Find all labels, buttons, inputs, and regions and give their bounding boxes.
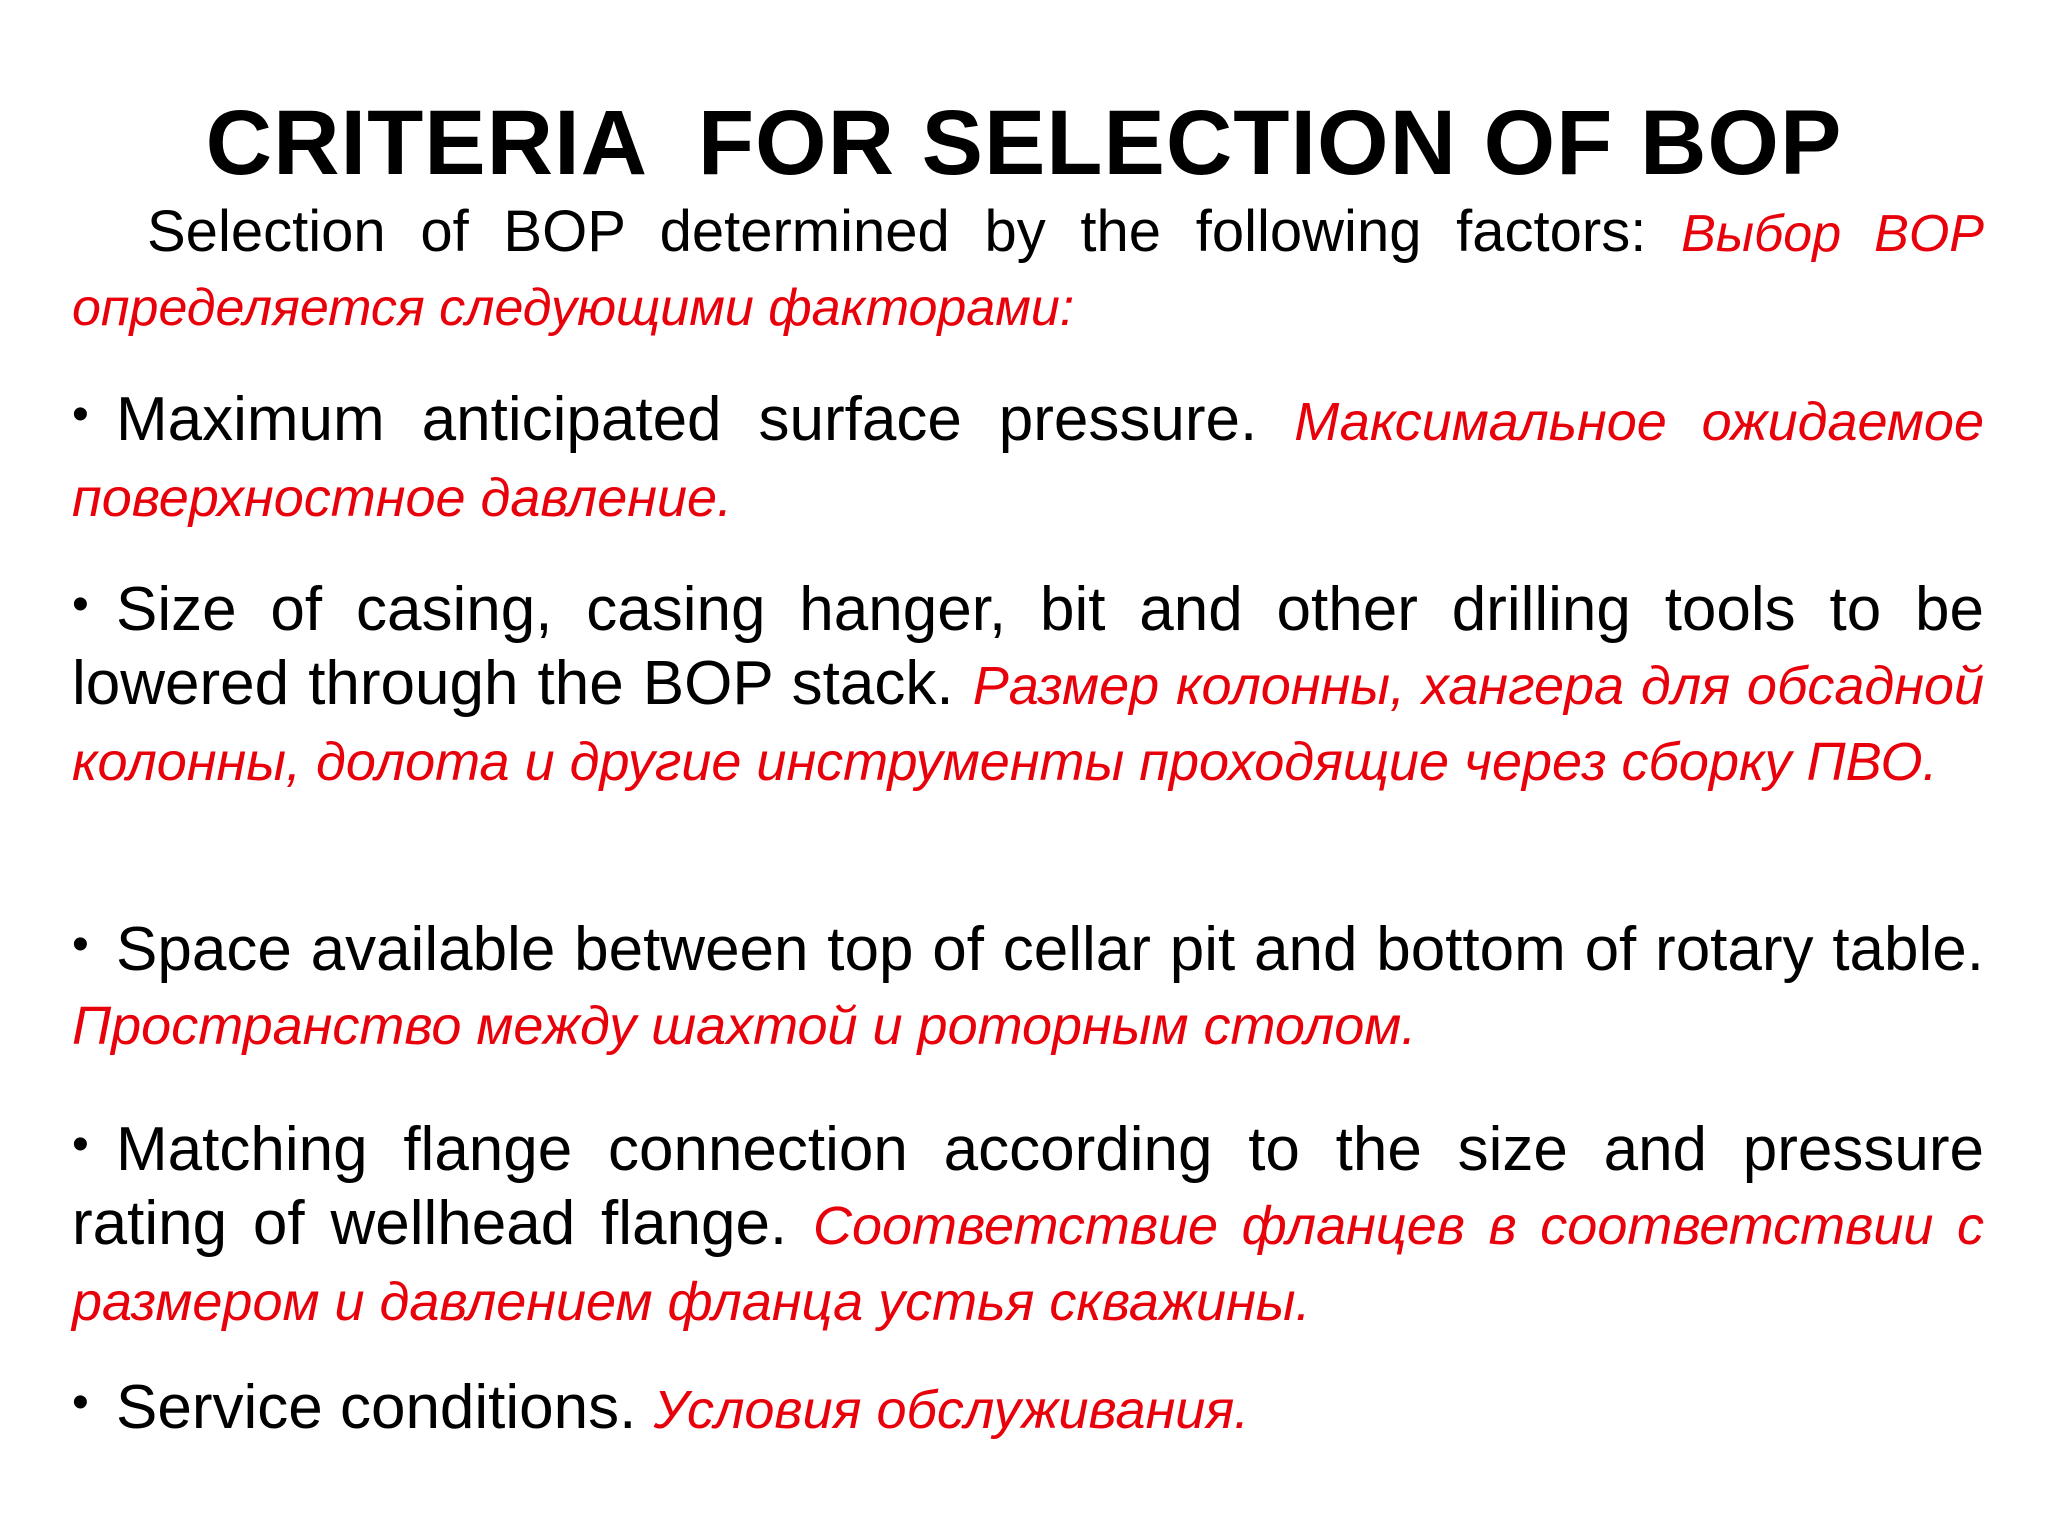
item-english: Maximum anticipated surface pressure. — [116, 385, 1258, 454]
intro-paragraph — [72, 196, 1984, 344]
item-english: Size of casing, casing hanger, bit and other drilling tools to be lowered through the BOP stack. — [72, 575, 1984, 718]
item-russian: Размер колонны, хангера для обсадной колонны, долота и другие инструменты проходящие через сборку ПВО. — [72, 656, 1984, 792]
intro-english: Selection of BOP determined by the following factors: — [147, 199, 1647, 264]
criteria-item — [72, 378, 1984, 535]
slide-title: CRITERIA FOR SELECTION OF BOP — [205, 92, 1843, 194]
item-russian: Пространство между шахтой и роторным столом. — [72, 996, 1417, 1056]
item-russian: Максимальное ожидаемое поверхностное давление. — [72, 392, 1984, 528]
bullet-icon: • — [72, 918, 89, 971]
item-english: Matching flange connection according to the size and pressure rating of wellhead flange. — [72, 1115, 1984, 1258]
item-russian: Условия обслуживания. — [653, 1380, 1250, 1440]
bullet-icon: • — [72, 578, 89, 631]
criteria-item — [72, 568, 1984, 799]
intro-russian: Выбор BOP определяется следующими факторами: — [72, 205, 1984, 337]
criteria-item — [72, 1108, 1984, 1339]
item-russian: Соответствие фланцев в соответствии с размером и давлением фланца устья скважины. — [72, 1196, 1984, 1332]
item-english: Space available between top of cellar pit and bottom of rotary table. — [116, 915, 1984, 984]
bullet-icon: • — [72, 1376, 89, 1429]
criteria-item — [72, 908, 1984, 1063]
bullet-icon: • — [72, 1118, 89, 1171]
criteria-item — [72, 1366, 1984, 1447]
item-english: Service conditions. — [116, 1373, 637, 1442]
bullet-icon: • — [72, 388, 89, 441]
